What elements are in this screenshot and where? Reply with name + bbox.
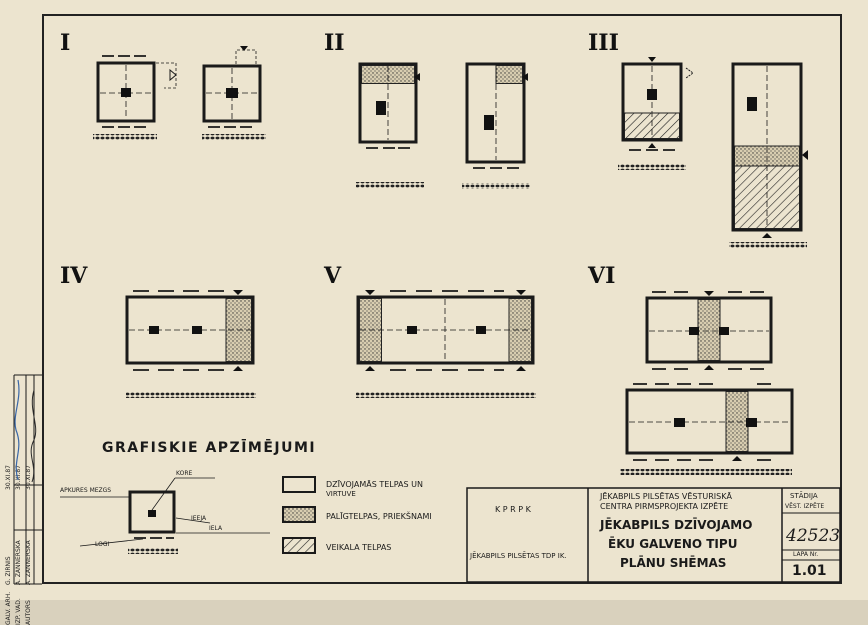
scheme-6-plan-b — [620, 384, 792, 475]
scheme-1-plan-b — [202, 46, 266, 140]
legend-item-living-line2: VIRTUVE — [326, 490, 356, 498]
legend-item-shop: VEIKALA TELPAS — [326, 543, 392, 552]
stamp-role-1: GALV. ARH. — [5, 591, 12, 625]
project-line-2: CENTRA PIRMSPROJEKTA IZPĒTE — [600, 502, 729, 511]
stamp-date-1: 30.XI.87 — [5, 465, 12, 490]
stage-value: VĒST. IZPĒTE — [785, 503, 825, 510]
scheme-5-plan — [356, 290, 536, 398]
scheme-2-plan-a — [356, 64, 424, 188]
stamp-name-1: G. ZIRNIS — [5, 556, 12, 585]
legend-item-auxiliary: PALĪGTELPAS, PRIEKŠNAMI — [326, 512, 432, 521]
signatures — [5, 370, 48, 490]
scheme-3-plan-b — [729, 64, 808, 248]
stamp-role-3: AUTORS — [25, 600, 32, 625]
callout-ieeja: IEEJA — [191, 515, 207, 522]
stamp-role-2: IZP. VAD. — [15, 598, 22, 625]
callout-logi: LOGI — [95, 541, 110, 548]
doc-number: 42523 — [786, 526, 841, 546]
sheet-number: 1.01 — [792, 563, 827, 579]
sheet-label: LAPA Nr. — [793, 551, 819, 558]
scheme-2-plan-b — [462, 64, 530, 189]
callout-kore: KORE — [176, 470, 193, 477]
callout-iela: IELA — [209, 525, 223, 532]
project-line-1: JĒKABPILS PILSĒTAS VĒSTURISKĀ — [600, 492, 732, 501]
scheme-label-1: I — [60, 30, 71, 56]
stage-label: STĀDIJA — [790, 492, 818, 500]
drawing-title-line-3: PLĀNU SHĒMAS — [620, 556, 727, 570]
stamp-date-2: 30.XI.87 — [15, 465, 22, 490]
scheme-label-4: IV — [60, 263, 88, 289]
legend-item-living-line1: DZĪVOJAMĀS TELPAS UN — [326, 480, 423, 489]
legend-swatches — [283, 477, 315, 553]
scheme-label-3: III — [588, 30, 619, 56]
callout-apkures-mezgs: APKURES MEZGS — [60, 487, 112, 494]
scheme-label-5: V — [324, 263, 342, 289]
stamp-name-2: A. ZANNERSKA — [15, 540, 22, 585]
scheme-label-6: VI — [588, 263, 616, 289]
org-name: JĒKABPILS PILSĒTAS TDP IK. — [470, 552, 567, 560]
scheme-1-plan-a — [93, 56, 176, 140]
stamp-name-3: A. ZANNERSKA — [25, 540, 32, 585]
org-code: K P R P K — [495, 505, 531, 514]
scheme-6-plan-a — [647, 291, 771, 370]
stamp-date-3: 30.XI.87 — [25, 465, 32, 490]
drawing-title-line-2: ĒKU GALVENO TIPU — [608, 537, 738, 551]
drawing-title-line-1: JĒKABPILS DZĪVOJAMO — [600, 518, 753, 532]
scheme-3-plan-a — [618, 57, 693, 170]
legend-title: GRAFISKIE APZĪMĒJUMI — [102, 440, 317, 456]
scheme-label-2: II — [324, 30, 345, 56]
scheme-4-plan — [126, 290, 256, 398]
